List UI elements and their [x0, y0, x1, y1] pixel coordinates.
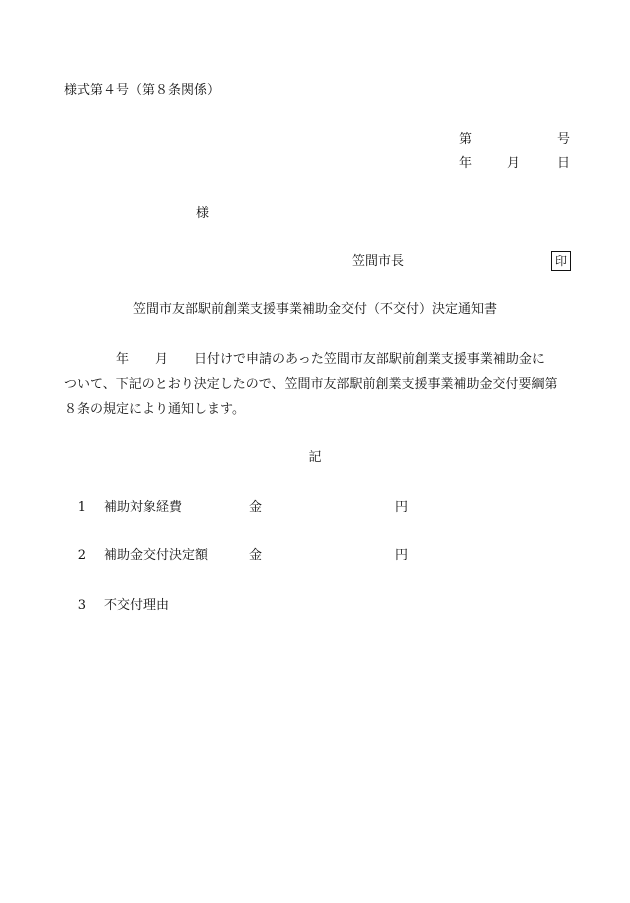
item-kin-label: 金	[249, 548, 263, 563]
body-line-3: ８条の規定により通知します。	[64, 402, 245, 417]
recipient-honorific: 様	[196, 206, 210, 221]
seal-box: 印	[551, 251, 571, 271]
item-number: 3	[77, 598, 86, 613]
item-number: 2	[77, 548, 86, 563]
issuer-name: 笠間市長	[352, 254, 405, 269]
date-year-label: 年	[459, 156, 473, 171]
date-month-label: 月	[507, 156, 521, 171]
item-number: 1	[77, 500, 86, 515]
body-paragraph	[64, 347, 568, 422]
item-label: 不交付理由	[104, 598, 170, 613]
item-label: 補助対象経費	[104, 500, 183, 515]
date-day-label: 日	[557, 156, 571, 171]
body-line-1: 年 月 日付けで申請のあった笠間市友部駅前創業支援事業補助金に	[64, 352, 545, 367]
ki-heading: 記	[308, 450, 322, 465]
item-kin-label: 金	[249, 500, 263, 515]
item-label: 補助金交付決定額	[104, 548, 209, 563]
document-title: 笠間市友部駅前創業支援事業補助金交付（不交付）決定通知書	[132, 302, 497, 317]
form-label: 様式第４号（第８条関係）	[64, 83, 221, 98]
document-number-suffix: 号	[557, 132, 571, 147]
item-yen-label: 円	[395, 500, 409, 515]
body-line-2: ついて、下記のとおり決定したので、笠間市友部駅前創業支援事業補助金交付要綱第	[64, 377, 558, 392]
document-number-prefix: 第	[459, 132, 473, 147]
item-yen-label: 円	[395, 548, 409, 563]
